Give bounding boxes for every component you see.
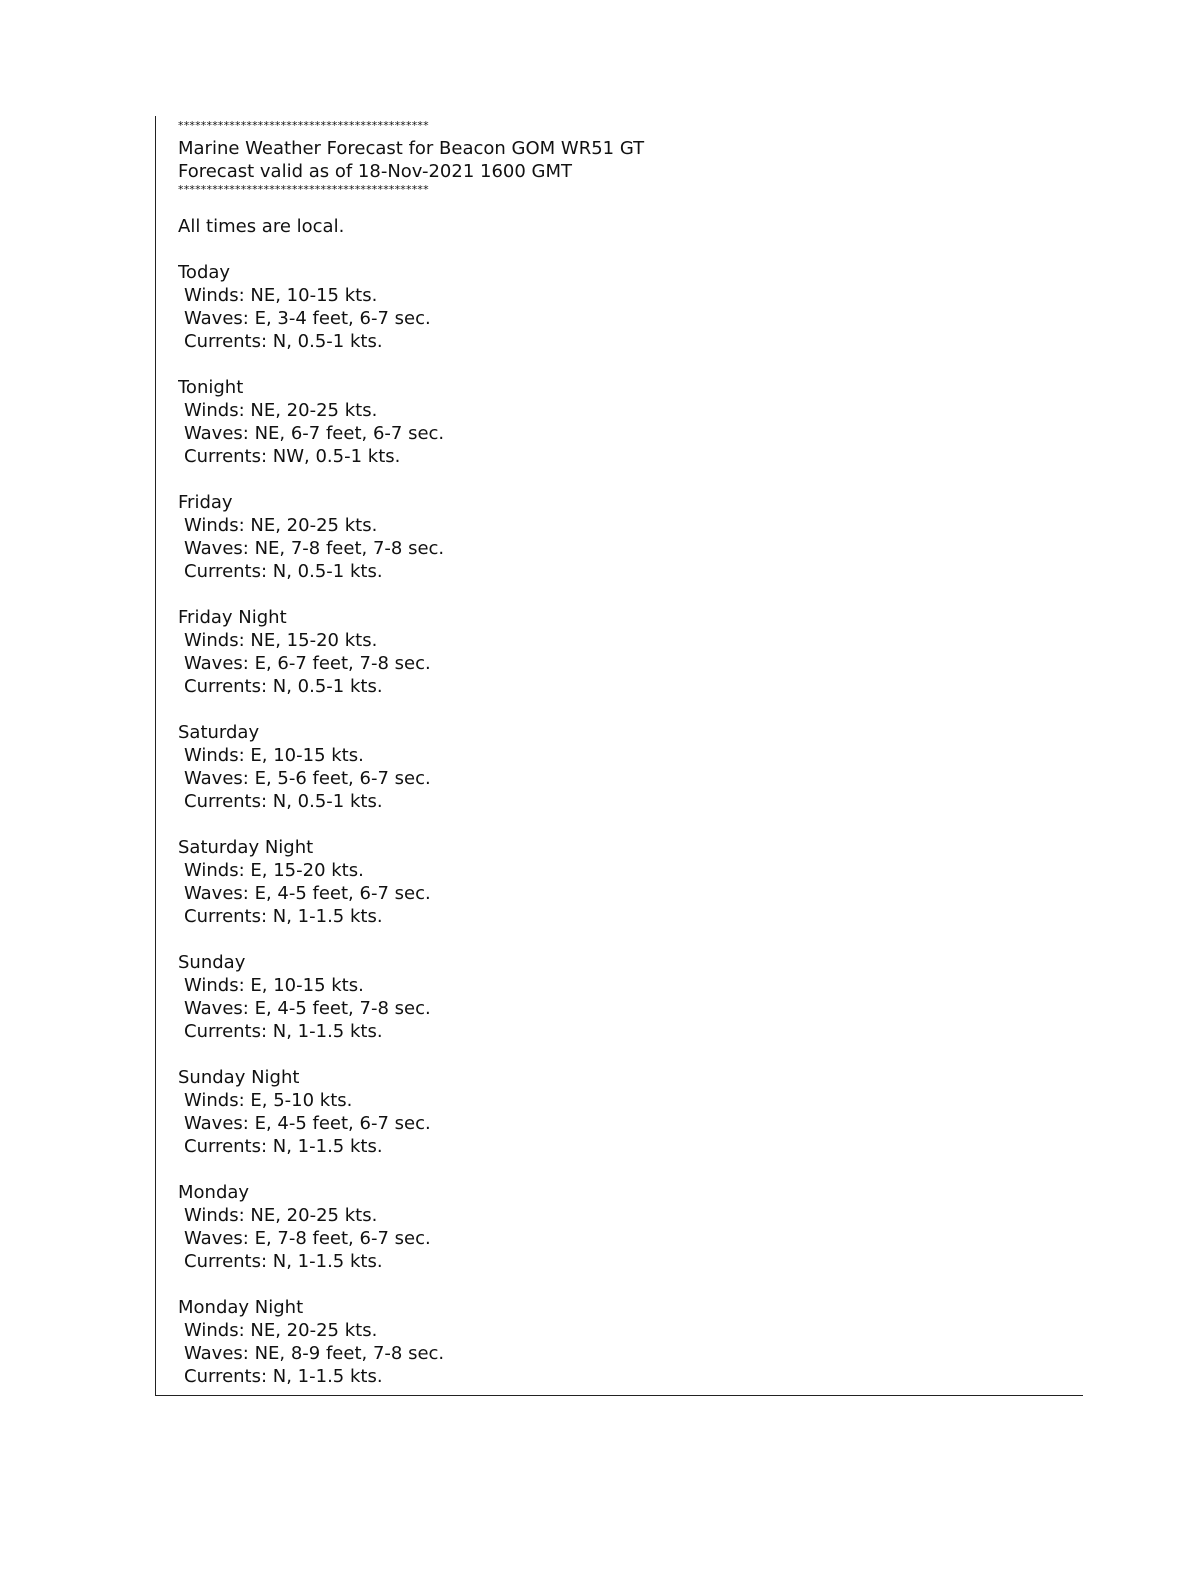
period-name: Sunday xyxy=(178,952,246,973)
forecast-period xyxy=(178,1181,1058,1273)
period-currents: Currents: N, 1-1.5 kts. xyxy=(184,1021,383,1042)
period-winds: Winds: NE, 10-15 kts. xyxy=(184,285,378,306)
period-name: Today xyxy=(178,262,231,283)
forecast-period xyxy=(178,1296,1058,1388)
forecast-period xyxy=(178,261,1058,353)
period-waves: Waves: E, 4-5 feet, 7-8 sec. xyxy=(184,998,431,1019)
period-winds: Winds: NE, 20-25 kts. xyxy=(184,400,378,421)
period-waves: Waves: E, 6-7 feet, 7-8 sec. xyxy=(184,653,431,674)
forecast-title: Marine Weather Forecast for Beacon GOM WR51 GT xyxy=(178,138,645,159)
period-winds: Winds: E, 10-15 kts. xyxy=(184,745,364,766)
header-stars-bottom: ******************************************** xyxy=(178,183,429,196)
period-winds: Winds: NE, 20-25 kts. xyxy=(184,1205,378,1226)
period-waves: Waves: E, 4-5 feet, 6-7 sec. xyxy=(184,1113,431,1134)
page-frame-left-border xyxy=(155,116,156,1396)
spacer xyxy=(178,1158,1058,1181)
period-waves: Waves: E, 4-5 feet, 6-7 sec. xyxy=(184,883,431,904)
period-winds: Winds: NE, 20-25 kts. xyxy=(184,1320,378,1341)
spacer xyxy=(178,197,1058,215)
period-waves: Waves: NE, 8-9 feet, 7-8 sec. xyxy=(184,1343,445,1364)
period-currents: Currents: N, 0.5-1 kts. xyxy=(184,676,383,697)
period-name: Tonight xyxy=(178,377,244,398)
spacer xyxy=(178,583,1058,606)
period-winds: Winds: E, 5-10 kts. xyxy=(184,1090,353,1111)
period-waves: Waves: NE, 6-7 feet, 6-7 sec. xyxy=(184,423,445,444)
forecast-valid-time: Forecast valid as of 18-Nov-2021 1600 GMT xyxy=(178,161,572,182)
page-frame-bottom-border xyxy=(155,1395,1083,1396)
period-waves: Waves: NE, 7-8 feet, 7-8 sec. xyxy=(184,538,445,559)
period-name: Friday xyxy=(178,492,233,513)
period-currents: Currents: NW, 0.5-1 kts. xyxy=(184,446,401,467)
spacer xyxy=(178,928,1058,951)
forecast-periods xyxy=(178,238,1058,1388)
period-currents: Currents: N, 1-1.5 kts. xyxy=(184,1136,383,1157)
period-name: Saturday xyxy=(178,722,260,743)
time-note: All times are local. xyxy=(178,216,345,237)
period-currents: Currents: N, 0.5-1 kts. xyxy=(184,561,383,582)
period-currents: Currents: N, 1-1.5 kts. xyxy=(184,906,383,927)
forecast-period xyxy=(178,721,1058,813)
forecast-period xyxy=(178,836,1058,928)
period-winds: Winds: E, 10-15 kts. xyxy=(184,975,364,996)
spacer xyxy=(178,813,1058,836)
period-currents: Currents: N, 0.5-1 kts. xyxy=(184,791,383,812)
forecast-period xyxy=(178,376,1058,468)
period-name: Monday Night xyxy=(178,1297,304,1318)
forecast-period xyxy=(178,491,1058,583)
period-name: Friday Night xyxy=(178,607,287,628)
period-currents: Currents: N, 0.5-1 kts. xyxy=(184,331,383,352)
spacer xyxy=(178,1043,1058,1066)
forecast-period xyxy=(178,951,1058,1043)
period-name: Monday xyxy=(178,1182,250,1203)
spacer xyxy=(178,468,1058,491)
forecast-period xyxy=(178,606,1058,698)
period-winds: Winds: NE, 20-25 kts. xyxy=(184,515,378,536)
period-waves: Waves: E, 3-4 feet, 6-7 sec. xyxy=(184,308,431,329)
period-currents: Currents: N, 1-1.5 kts. xyxy=(184,1251,383,1272)
period-name: Sunday Night xyxy=(178,1067,300,1088)
period-winds: Winds: E, 15-20 kts. xyxy=(184,860,364,881)
period-currents: Currents: N, 1-1.5 kts. xyxy=(184,1366,383,1387)
spacer xyxy=(178,238,1058,261)
spacer xyxy=(178,353,1058,376)
period-waves: Waves: E, 5-6 feet, 6-7 sec. xyxy=(184,768,431,789)
spacer xyxy=(178,698,1058,721)
forecast-period xyxy=(178,1066,1058,1158)
forecast-document xyxy=(178,114,1058,1394)
spacer xyxy=(178,1273,1058,1296)
period-name: Saturday Night xyxy=(178,837,314,858)
period-waves: Waves: E, 7-8 feet, 6-7 sec. xyxy=(184,1228,431,1249)
period-winds: Winds: NE, 15-20 kts. xyxy=(184,630,378,651)
header-stars-top: ******************************************** xyxy=(178,119,429,132)
